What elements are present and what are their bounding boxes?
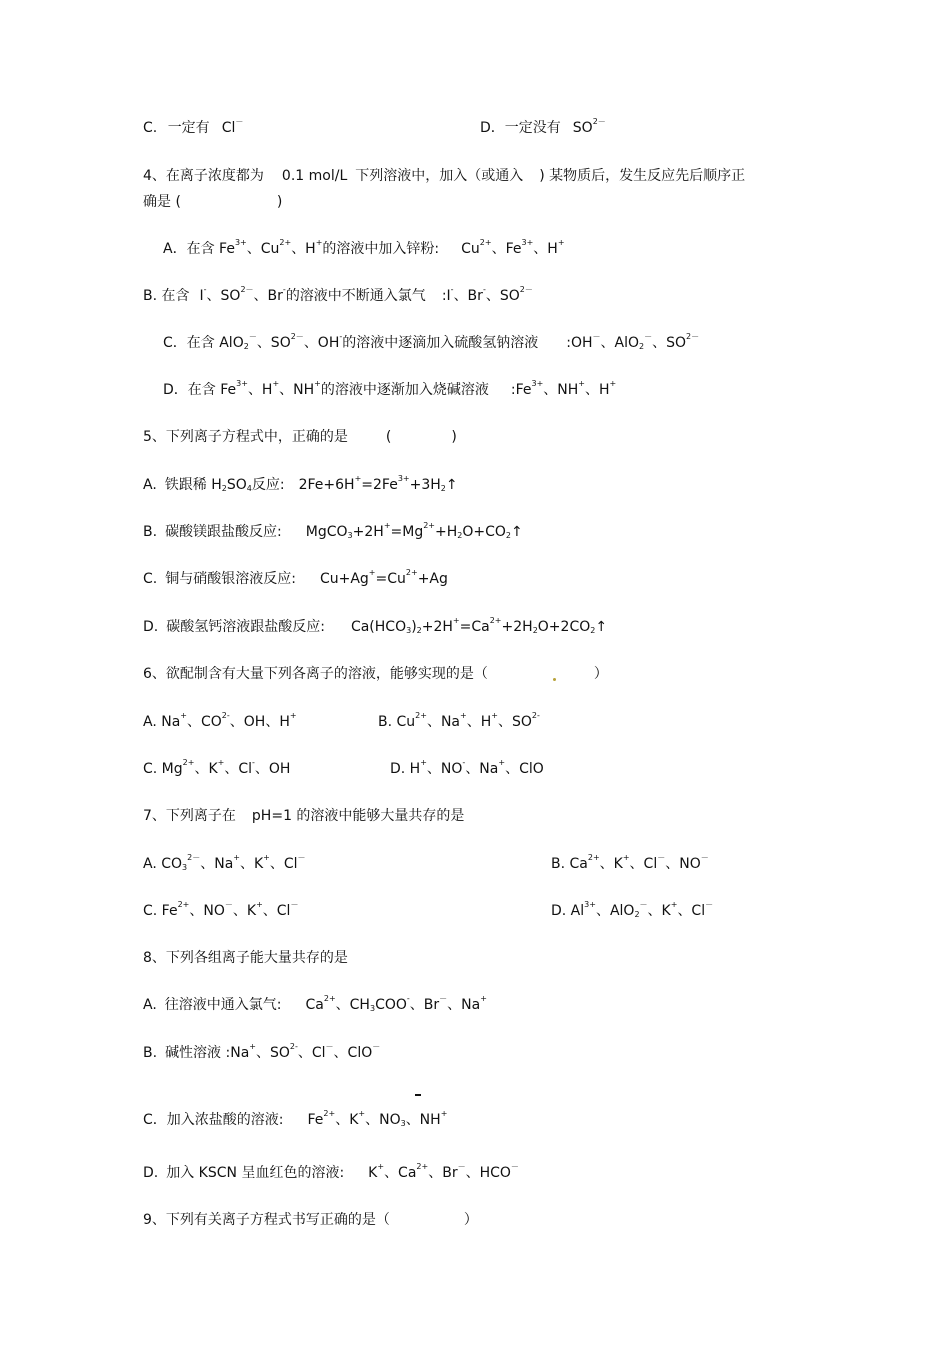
text-line-l20: A. $CO_3^{2-}$、Na+、K+、Cl－ — [143, 853, 306, 872]
text-line-l06: B. 在含 I-、$SO^{2-}$、Br-的溶液中不断通入氯气 :I-、Br-、$SO^{2-}$ — [143, 285, 533, 304]
text-line-l07: C．在含 AlO$_2$－、$SO^{2-}$、OH-的溶液中逐滴加入硫酸氢钠溶液 :OH－、AlO$_2$－、$SO^{2-}$ — [163, 332, 700, 351]
text-line-l19: 7、下列离子在 pH=1 的溶液中能够大量共存的是 — [143, 808, 465, 824]
text-line-l13: D. 碳酸氢钙溶液跟盐酸反应: $Ca(HCO_3)_2+2H^+=Ca^{2+}+2H_2O+2CO_2↑$ — [143, 616, 608, 635]
text-line-l09: 5、下列离子方程式中，正确的是 ( ) — [143, 429, 457, 445]
text-line-l29: 9、下列有关离子方程式书写正确的是（ ） — [143, 1212, 478, 1228]
stray-dot — [553, 678, 556, 681]
text-line-l14: 6、欲配制含有大量下列各离子的溶液，能够实现的是（ ） — [143, 666, 608, 682]
text-line-l18: D. H+、NO-、Na+、ClO — [390, 758, 544, 777]
text-line-l26: B. 碱性溶液 :Na+、$SO^{2-}$、Cl－、ClO－ — [143, 1042, 381, 1061]
text-line-l04: 确是 ( ) — [143, 194, 283, 210]
text-line-l17: C. $Mg^{2+}$、K+、Cl-、OH — [143, 758, 291, 777]
text-line-l12: C. 铜与硝酸银溶液反应: $Cu+Ag^+=Cu^{2+}+Ag$ — [143, 568, 448, 587]
text-line-l01: C. 一定有 Cl－ — [143, 117, 244, 136]
text-line-l03: 4、在离子浓度都为 0.1 mol/L 下列溶液中，加入（或通入 ) 某物质后，发生反应先后顺序正 — [143, 168, 746, 184]
text-line-l16: B. $Cu^{2+}$、Na+、H+、$SO^{2-}$ — [378, 711, 540, 730]
text-line-l28: D. 加入 KSCN 呈血红色的溶液: K+、$Ca^{2+}$、Br－、HCO－ — [143, 1162, 519, 1181]
text-line-l22: C. $Fe^{2+}$、NO－、K+、Cl－ — [143, 900, 299, 919]
text-line-l11: B. 碳酸镁跟盐酸反应: $MgCO_3+2H^+=Mg^{2+}+H_2O+CO_2↑$ — [143, 521, 523, 540]
text-line-l15: A. Na+、$CO^{2-}$、OH、H+ — [143, 711, 297, 730]
text-line-l05: A．在含 $Fe^{3+}$、$Cu^{2+}$、H+的溶液中加入锌粉: $Cu^{2+}$、$Fe^{3+}$、H+ — [163, 238, 565, 257]
text-line-l02: D．一定没有 $SO^{2-}$ — [480, 117, 606, 136]
text-line-l27: C．加入浓盐酸的溶液: $Fe^{2+}$、K+、$NO_3$、NH+ — [143, 1109, 448, 1128]
text-line-l23: D. $Al^{3+}$、AlO$_2$－、K+、Cl－ — [551, 900, 714, 919]
text-line-l25: A. 往溶液中通入氯气: $Ca^{2+}$、$CH_3COO^-$、Br－、Na+ — [143, 994, 487, 1013]
text-line-l08: D．在含 $Fe^{3+}$、H+、NH+的溶液中逐渐加入烧碱溶液 $:Fe^{3+}$、NH+、H+ — [163, 379, 617, 398]
text-line-l21: B. $Ca^{2+}$、K+、Cl－、NO－ — [551, 853, 709, 872]
text-line-l10: A. 铁跟稀 $H_2SO_4$反应: $2Fe+6H^+=2Fe^{3+}+3H_2↑$ — [143, 474, 458, 493]
text-line-l24: 8、下列各组离子能大量共存的是 — [143, 950, 348, 966]
stray-dash — [415, 1094, 421, 1096]
